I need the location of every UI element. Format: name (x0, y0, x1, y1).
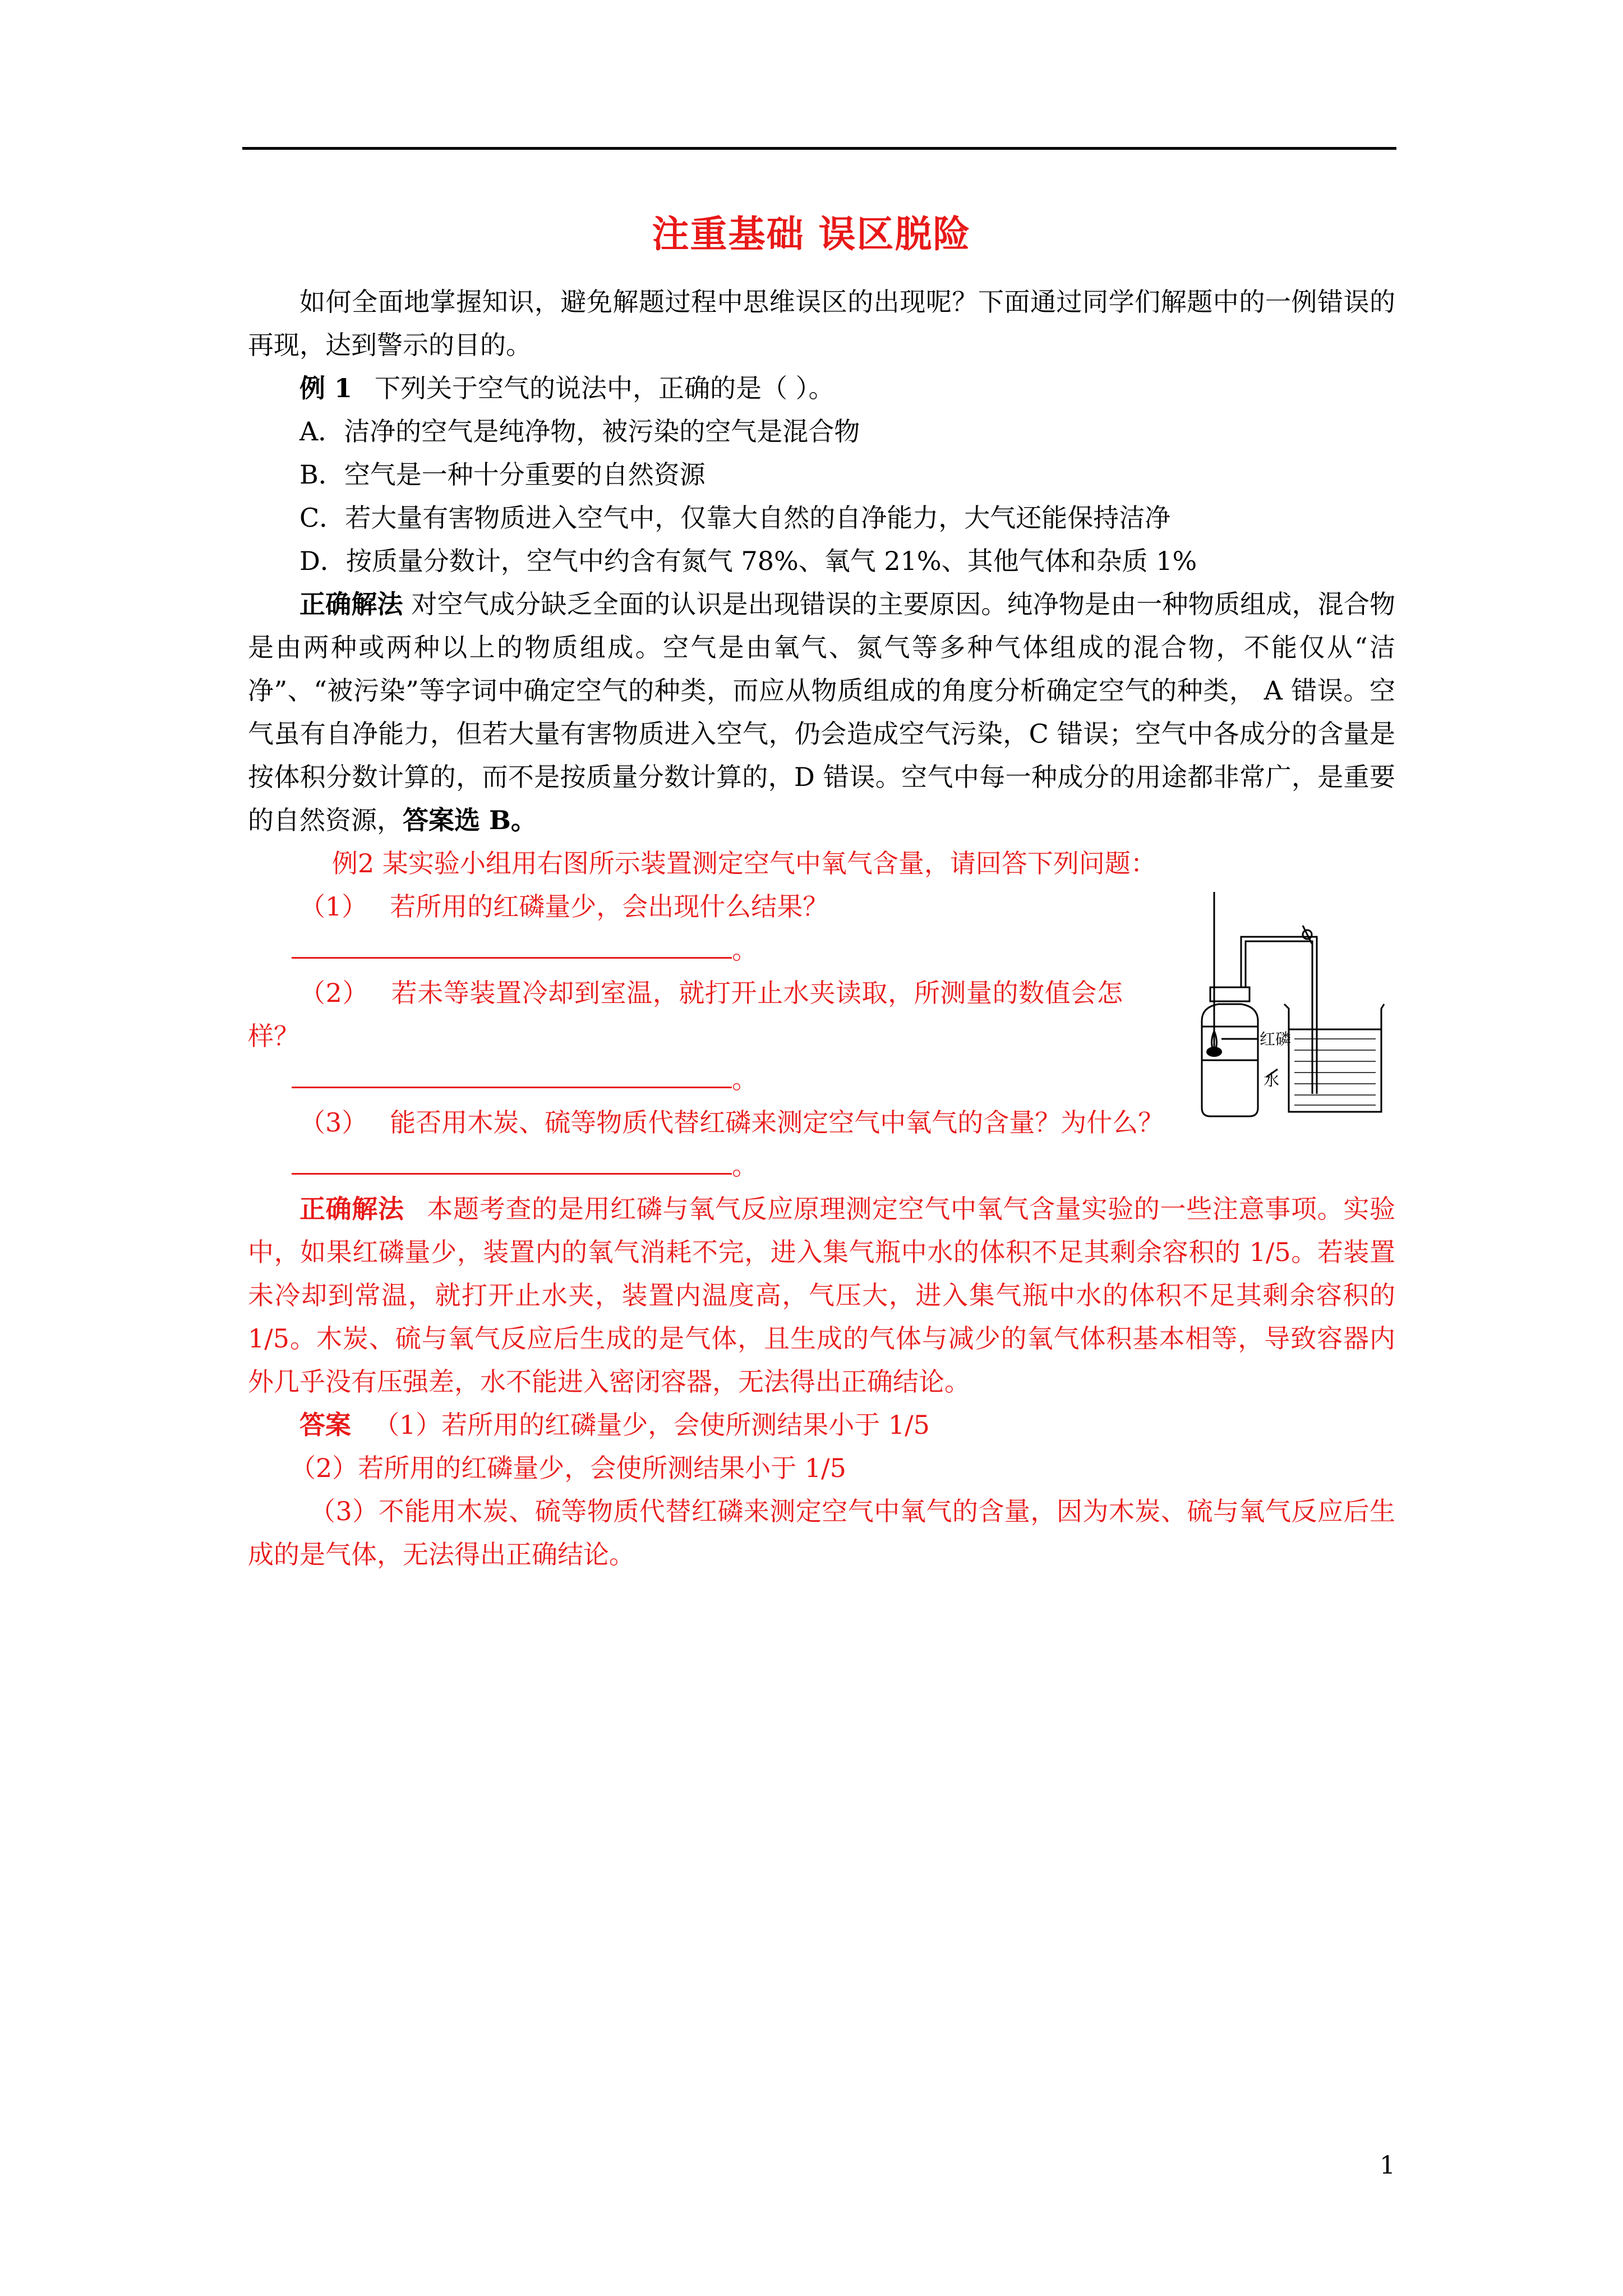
beaker (1284, 1004, 1384, 1112)
apparatus-figure (1188, 892, 1395, 1122)
example1-answer: 答案选 B。 (403, 805, 537, 835)
q2-answer-blank: 。 (248, 1058, 1123, 1101)
example2-solution-text: 本题考查的是用红磷与氧气反应原理测定空气中氧气含量实验的一些注意事项。实验中，如果红磷量少，装置内的氧气消耗不完，进入集气瓶中水的体积不足其剩余容积的 1/5。若装置未冷却到常温，就打开止水夹，装置内温度高，气压大，进入集气瓶中水的体积不足其剩余容积的 1/5。木炭、硫与氧气反应后生成的是气体，且生成的气体与减少的氧气体积基本相等，导致容器内外几乎没有压强差，水不能进入密闭容器，无法得出正确结论。 (248, 1194, 1396, 1397)
example2-answer-2: （2）若所用的红磷量少，会使所测结果小于 1/5 (290, 1453, 846, 1483)
label-water: 水 (1264, 1071, 1280, 1089)
example1-option-a: A．洁净的空气是纯净物，被污染的空气是混合物 (299, 416, 860, 447)
example1-solution-text: 对空气成分缺乏全面的认识是出现错误的主要原因。纯净物是由一种物质组成，混合物是由两种或两种以上的物质组成。空气是由氧气、氮气等多种气体组成的混合物，不能仅从“洁净”、“被污染”等字词中确定空气的种类，而应从物质组成的角度分析确定空气的种类， A 错误。空气虽有自净能力，但若大量有害物质进入空气，仍会造成空气污染，C 错误；空气中各成分的含量是按体积分数计算的，而不是按质量分数计算的，D 错误。空气中每一种成分的用途都非常广，是重要的自然资源， (248, 589, 1396, 835)
example1-question-text: 下列关于空气的说法中，正确的是（ ）。 (375, 373, 834, 403)
blank-line (292, 1171, 732, 1175)
q3-number: （3） (299, 1107, 368, 1138)
intro-paragraph: 如何全面地掌握知识，避免解题过程中思维误区的出现呢？下面通过同学们解题中的一例错误的再现，达到警示的目的。 (248, 287, 1395, 360)
page-number: 1 (1380, 2151, 1395, 2180)
bottle-stopper (1210, 987, 1249, 1001)
blank-line (292, 1084, 732, 1088)
example1-question (248, 367, 1395, 410)
example1-solution-label: 正确解法 (299, 589, 403, 619)
q1-number: （1） (299, 891, 368, 922)
example1-option-d: D．按质量分数计，空气中约含有氮气 78%、氧气 21%、其他气体和杂质 1% (299, 546, 1197, 576)
page-title: 注重基础 误区脱险 (652, 213, 971, 256)
example2-intro: 例2 某实验小组用右图所示装置测定空气中氧气含量，请回答下列问题： (332, 848, 1156, 878)
header-rule (242, 147, 1396, 150)
example2-solution-label: 正确解法 (299, 1194, 404, 1224)
q1-answer-blank: 。 (248, 928, 1123, 972)
example1-option-b: B．空气是一种十分重要的自然资源 (299, 459, 706, 490)
blank-line (292, 955, 732, 959)
example2-answer-3: （3）不能用木炭、硫等物质代替红磷来测定空气中氧气的含量，因为木炭、硫与氧气反应后生成的是气体，无法得出正确结论。 (248, 1496, 1395, 1570)
example1-option-c: C．若大量有害物质进入空气中，仅靠大自然的自净能力，大气还能保持洁净 (299, 503, 1171, 533)
example2-q2 (248, 972, 1123, 1058)
connecting-tube (1241, 937, 1317, 1094)
q1-text: 若所用的红磷量少，会出现什么结果？ (390, 891, 829, 922)
example1-solution (248, 583, 1395, 842)
example2-answer-1: 答案 （1）若所用的红磷量少，会使所测结果小于 1/5 (299, 1410, 930, 1440)
q3-text: 能否用木炭、硫等物质代替红磷来测定空气中氧气的含量？为什么？ (390, 1107, 1164, 1138)
red-phosphorus-spoon (1206, 1047, 1222, 1057)
q2-number: （2） (299, 978, 369, 1008)
q2-text: 若未等装置冷却到室温，就打开止水夹读取，所测量的数值会怎样？ (248, 978, 1123, 1051)
example1-label: 例 1 (299, 373, 353, 403)
example2-solution (248, 1188, 1395, 1404)
q3-answer-blank: 。 (248, 1144, 1395, 1188)
answer-label: 答案 (299, 1410, 351, 1440)
example2-q1 (248, 885, 1123, 928)
label-red-phosphorus: 红磷 (1260, 1030, 1292, 1048)
